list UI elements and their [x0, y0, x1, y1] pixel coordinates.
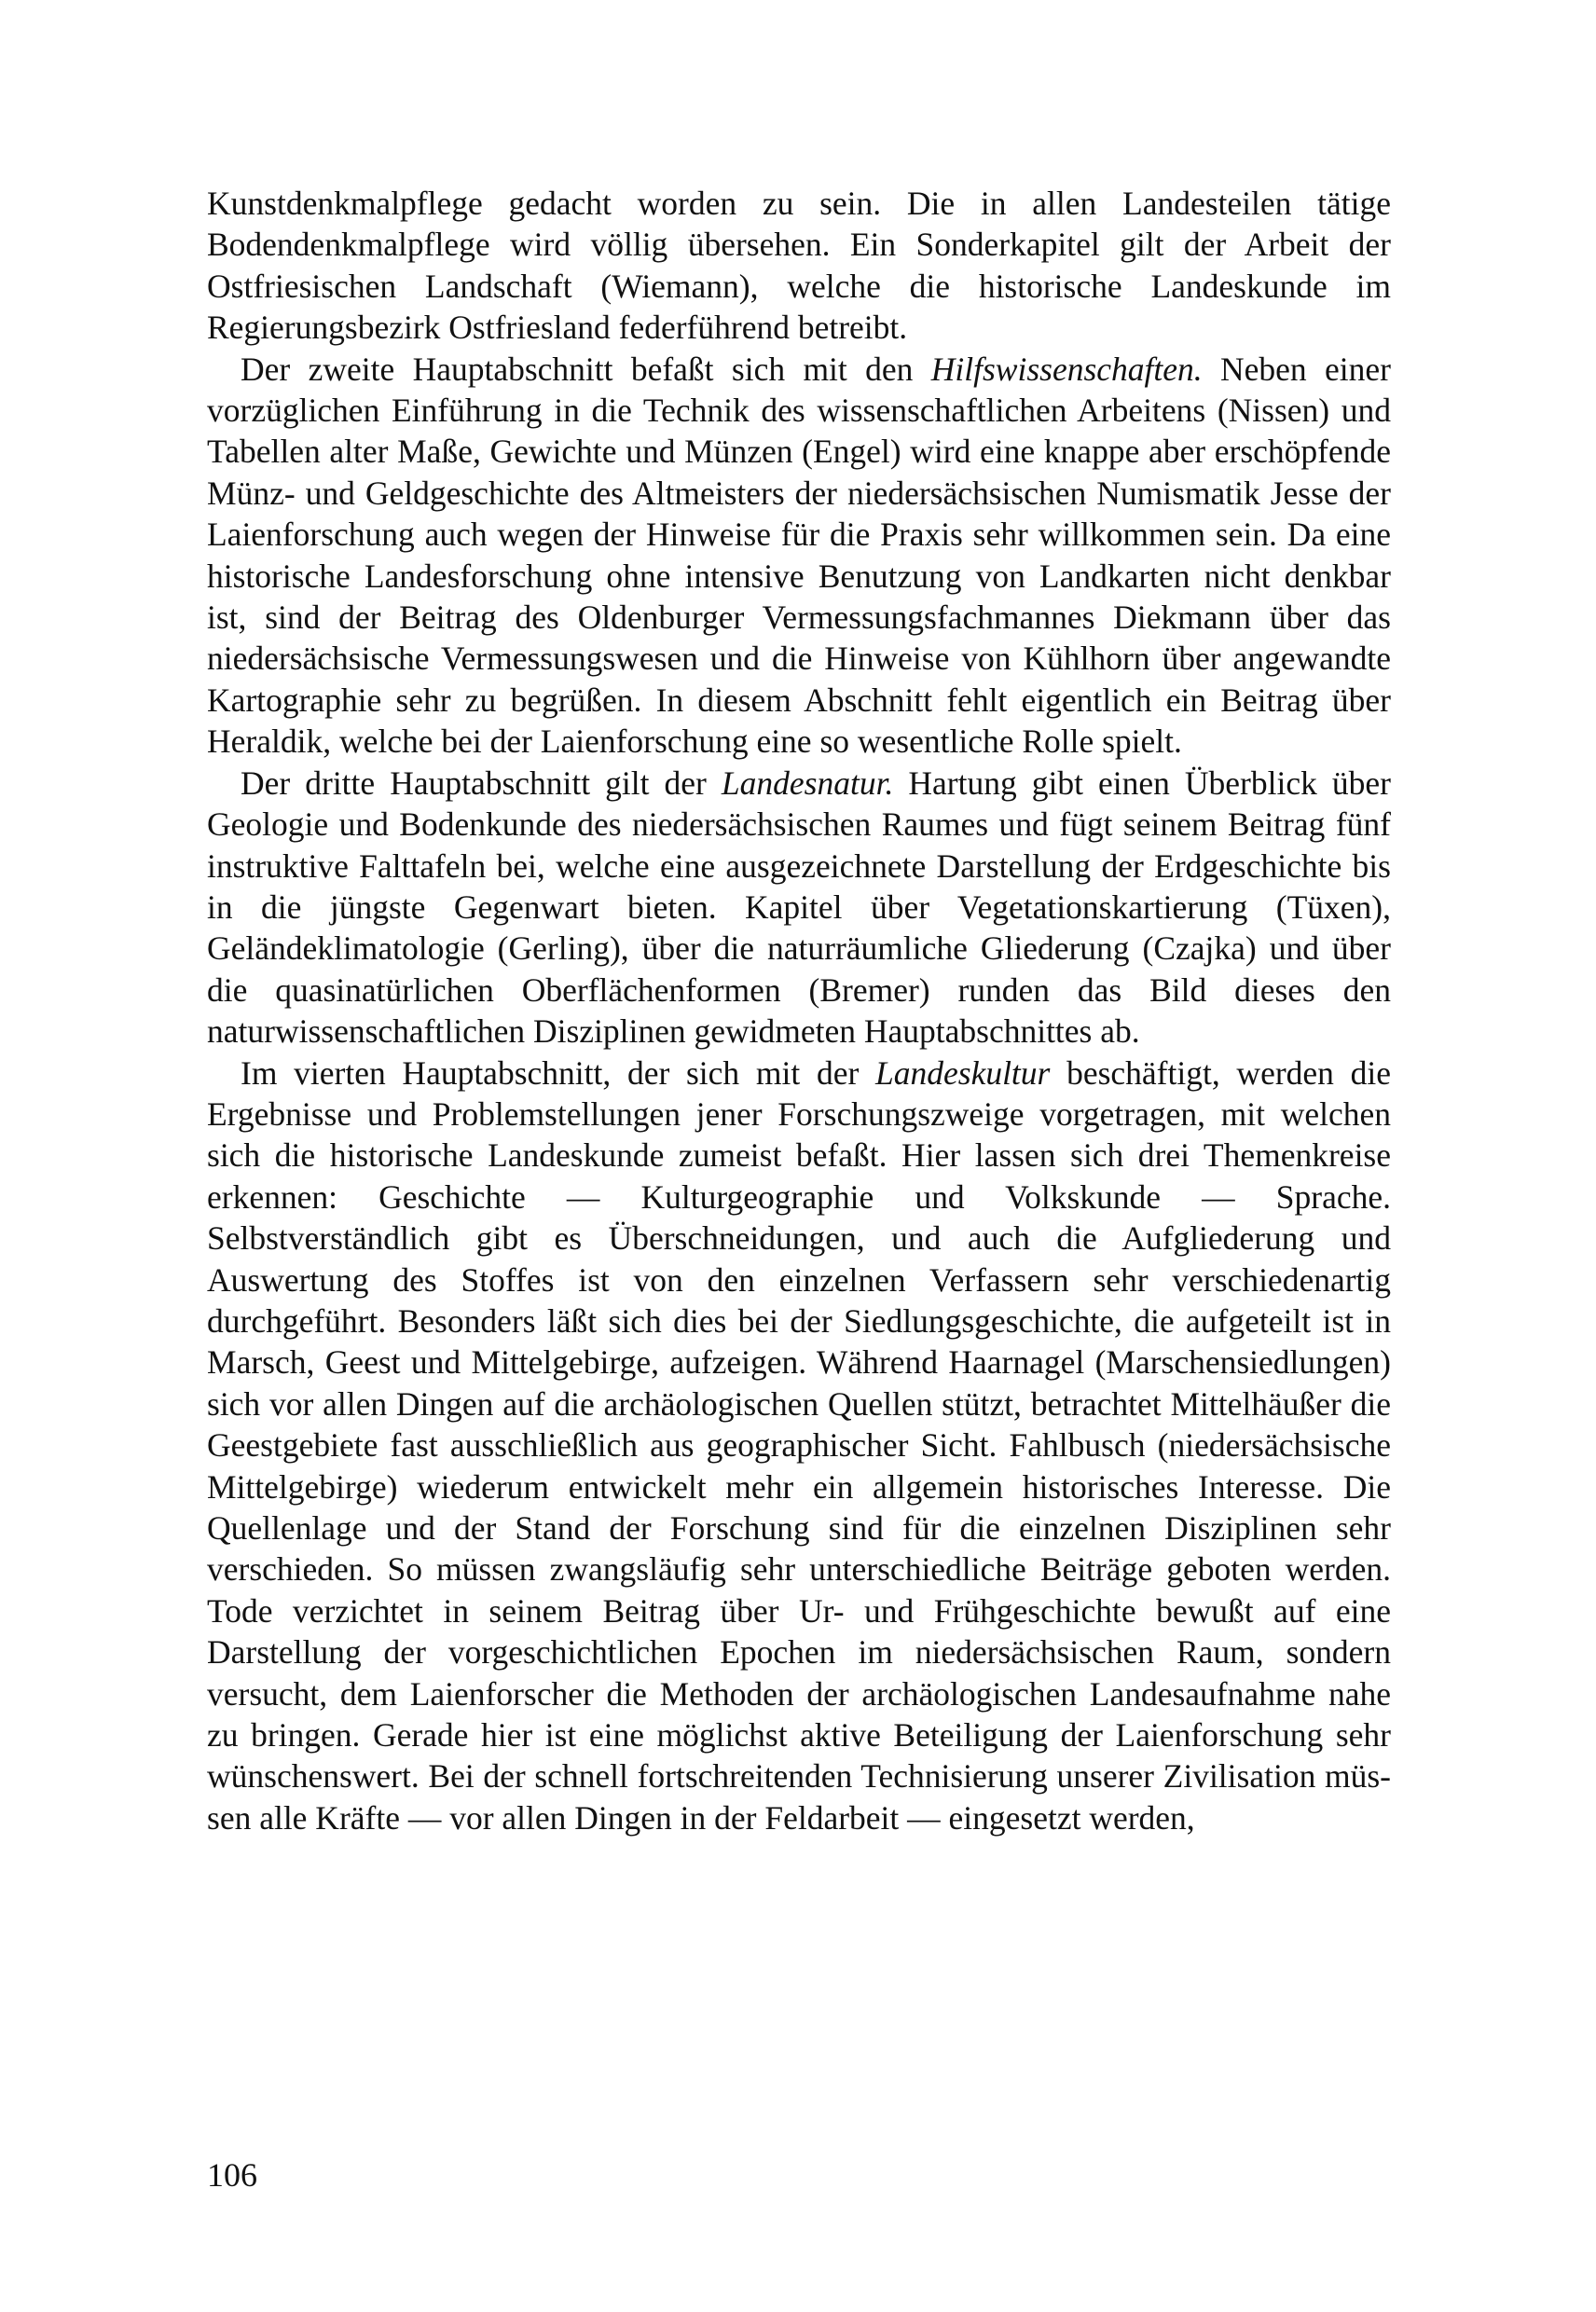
paragraph — [207, 183, 1391, 349]
page-number: 106 — [207, 2156, 257, 2194]
text-run: Im vierten Hauptabschnitt, der sich mit der — [241, 1053, 875, 1092]
emphasized-term: Landeskultur — [875, 1053, 1051, 1092]
body-text — [207, 183, 1391, 1838]
paragraph — [207, 1053, 1391, 1839]
text-run: Der zweite Hauptabschnitt befaßt sich mit den — [241, 350, 931, 388]
book-page — [207, 183, 1391, 2196]
text-run: Der dritte Hauptabschnitt gilt der — [241, 764, 722, 802]
text-run: Hartung gibt einen Überblick über Geologie und Bodenkunde des niedersächsischen Raumes und fügt seinem Beitrag fünf instruktive Falttafeln bei, welche eine ausgezeichnete Darstellung der Erdgeschichte bis in die jüngste Gegenwart bieten. Kapitel über Vegetationskartierung (Tüxen), Geländeklimatologie (Gerling), über die naturräumliche Gliederung (Czajka) und über die quasinatürlichen Oberflächenformen (Bremer) runden das Bild dieses den naturwissenschaftlichen Disziplinen gewidmeten Hauptabschnittes ab. — [207, 764, 1391, 1051]
emphasized-term: Landesnatur. — [721, 764, 894, 802]
text-run: beschäftigt, werden die Ergebnisse und Problemstellungen jener Forschungszweige vorgetragen, mit welchen sich die historische Landeskunde zumeist befaßt. Hier lassen sich drei Themenkreise erkennen: Geschichte — Kulturgeographie und Volkskunde — Sprache. Selbstverständlich gibt es Überschneidungen, und auch die Aufgliederung und Auswertung des Stoffes ist von den einzelnen Verfassern sehr verschiedenartig durchgeführt. Besonders läßt sich dies bei der Siedlungsgeschichte, die aufgeteilt ist in Marsch, Geest und Mittelgebirge, aufzeigen. Während Haarnagel (Marschensiedlungen) sich vor allen Dingen auf die archäologischen Quellen stützt, betrachtet Mittelhäußer die Geestgebiete fast ausschließlich aus geographischer Sicht. Fahlbusch (niedersächsische Mittelgebirge) wiederum entwickelt mehr ein allgemein historisches Interesse. Die Quellenlage und der Stand der Forschung sind für die einzelnen Disziplinen sehr verschieden. So müssen zwangsläufig sehr unterschiedliche Beiträge geboten werden. Tode verzichtet in seinem Beitrag über Ur- und Frühgeschichte bewußt auf eine Darstellung der vorgeschichtlichen Epochen im niedersächsischen Raum, sondern versucht, dem Laienforscher die Methoden der archäologischen Landesaufnahme nahe zu bringen. Gerade hier ist eine möglichst aktive Beteiligung der Laienforschung sehr wünschenswert. Bei der schnell fortschreitenden Technisierung unserer Zivilisation müssen alle Kräfte — vor allen Dingen in der Feldarbeit — eingesetzt werden, — [207, 1053, 1391, 1837]
paragraph — [207, 763, 1391, 1053]
text-run: Neben einer vorzüglichen Einführung in die Technik des wissenschaftlichen Arbeitens (Nissen) und Tabellen alter Maße, Gewichte und Münzen (Engel) wird eine knappe aber erschöpfende Münz- und Geldgeschichte des Altmeisters der niedersächsischen Numismatik Jesse der Laienforschung auch wegen der Hinweise für die Praxis sehr willkommen sein. Da eine historische Landesforschung ohne intensive Benutzung von Landkarten nicht denkbar ist, sind der Beitrag des Oldenburger Vermessungsfachmannes Diekmann über das niedersächsische Vermessungswesen und die Hinweise von Kühlhorn über angewandte Kartographie sehr zu begrüßen. In diesem Abschnitt fehlt eigentlich ein Beitrag über Heraldik, welche bei der Laienforschung eine so wesentliche Rolle spielt. — [207, 350, 1391, 761]
paragraph — [207, 349, 1391, 763]
emphasized-term: Hilfswissenschaften. — [930, 350, 1203, 388]
text-run: Kunstdenkmalpflege gedacht worden zu sein. Die in allen Landesteilen tätige Bodendenkmalpflege wird völlig übersehen. Ein Sonderkapitel gilt der Arbeit der Ostfriesischen Landschaft (Wiemann), welche die historische Landeskunde im Regierungsbezirk Ostfriesland federführend betreibt. — [207, 185, 1391, 347]
